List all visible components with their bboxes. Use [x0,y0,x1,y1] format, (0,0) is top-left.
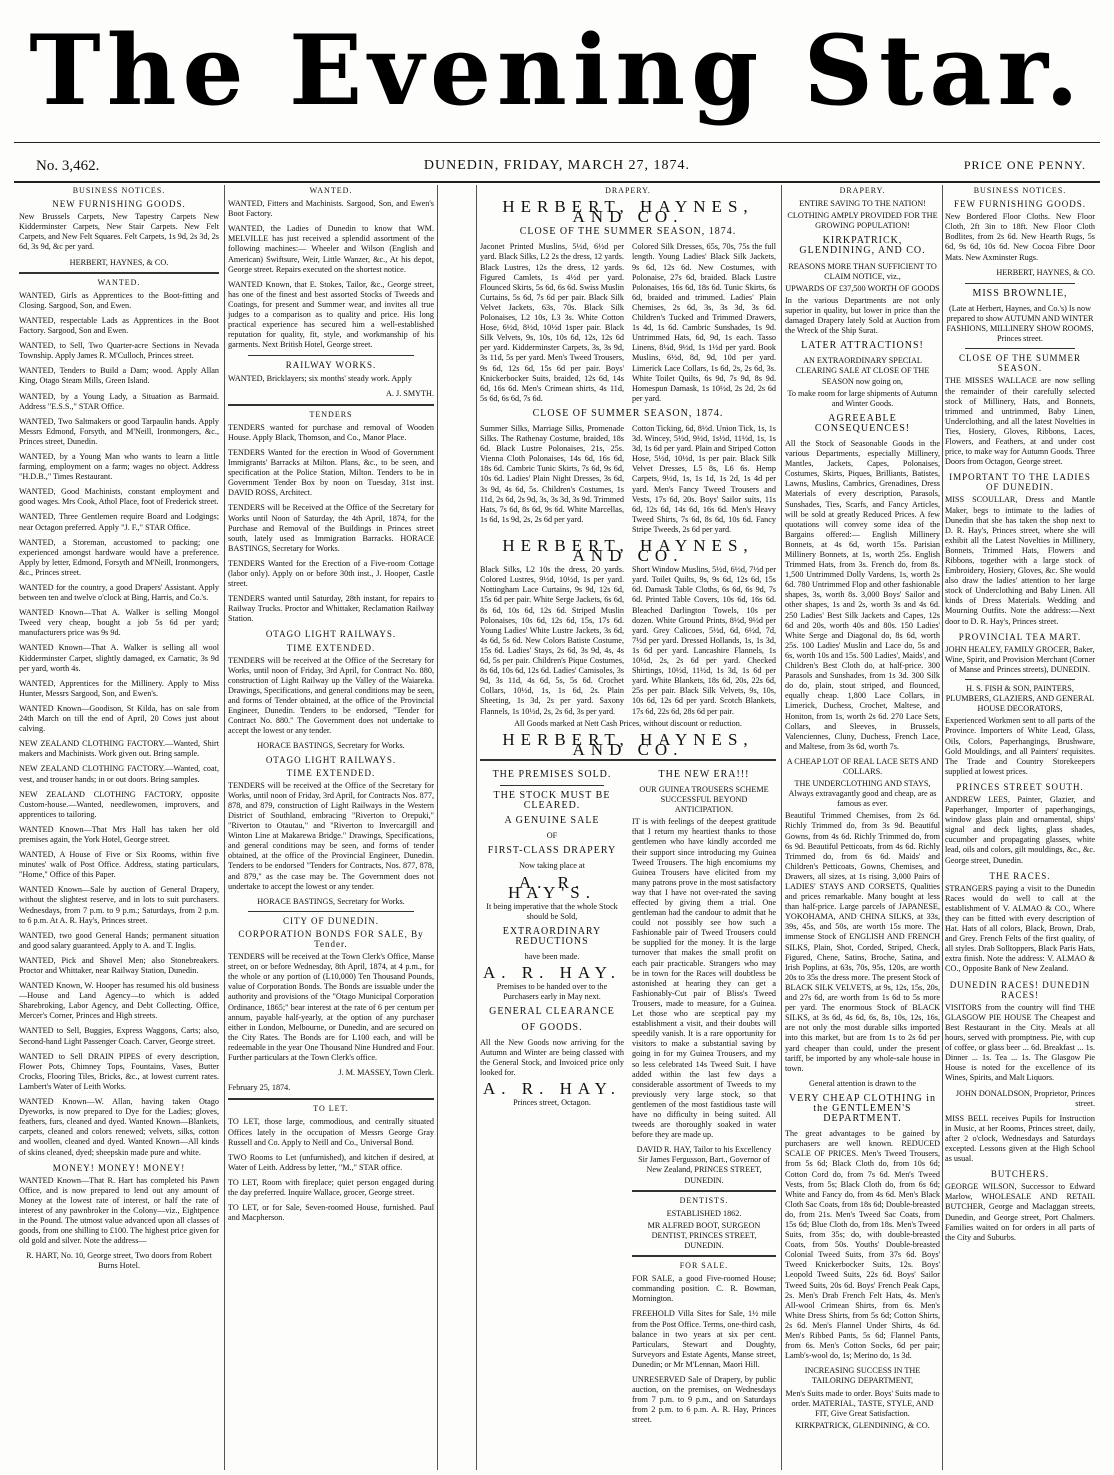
firm-name: HERBERT, HAYNES, AND CO. [502,729,754,759]
classified-ad: TWO Rooms to Let (unfurnished), and kitchen if desired, at Water of Leith. Address by letter, "M.," STAR office. [228,1152,434,1172]
column-drapery [480,185,776,1470]
dateline-rule [14,181,1100,183]
price-list-left: Jaconet Printed Muslins, 5½d, 6½d per yard. Black Silks, L2 2s the dress, 12 yards. Black Lustres, 12s the dress, 12 yards. Figured Camlets, 1s 4½d per yard. Flounced Skirts, 5s 6d, 6s 6d. Swiss Muslin Curtains, 5s 6d, 7s 6d per pair. Black Silk Velvet Jackets, 63s, 70s. Black Silk Polonaises, L2 10s, L3 3s. White Cotton Hose, 6½d, 8½d, 10½d 1sper pair. Black Silk Velvets, 9s, 10s, 10s 6d, 12s, 12s 6d per yard. Kidderminster Carpets, 3s, 3s 9d, 3s 11d, 5s per yard. Men's Tweed Trousers, 9s 6d, 12s 6d, 15s 6d per pair. Boys' Knickerbocker Suits, braided, 12s 6d, 14s 6d, 16s 6d. Men's Crimean shirts, 4s 11d, 5s 6d, 6s 6d, 7s 6d. [480,242,624,403]
section-header: WANTED. [309,186,353,195]
price-list [480,565,776,716]
classified-ad: WANTED, Pick and Shovel Men; also Stonebreakers. Proctor and Whittaker, near Railway Station, Dunedin. [19,955,219,975]
divider [248,911,414,912]
firm-name: A. R. HAY. [483,1079,621,1099]
classified-ad: NEW ZEALAND CLOTHING FACTORY.—Wanted, Shirt makers and Machinists. Work given out. Bring sample. [19,739,219,759]
ad-text: New Bordered Floor Cloths. New Floor Cloth, 2ft 3in to 18ft. New Floor Cloth Bodlites, from 2s 6d. New Hearth Rugs, 5s 6d, 9s 6d, 10s 6d. New Cocoa Fibre Door Mats. New Axminster Rugs. [945,212,1095,262]
column-business-notices-right [945,185,1095,1470]
ad-text: The great advantages to be gained by purchasers are well known. REDUCED SCALE OF PRICES. Men's Tweed Trousers, from 5s 6d; Black Cloth do, from 10s 6d; Cotton Cord do, from 7s 6d. Men's Tweed Vests, from 5s; Black Cloth do, from 6s 6d; White and Fancy do, from 4s 6d. Men's Black Cloth Sac Coats, from 18s 6d; Double-breasted do, from 21s. Men's Tweed Sac Coats, from 15s 6d; Blue Cloth do, from 18s. Men's Tweed Suits, from 35s; do, with double-breasted Coats, from 50s. Youths' Double-breasted Colonial Tweed Suits, from 37s 6d. Boys' Tweed Knickerbocker Suits, 12s. Boys' Leopold Tweed Suits, 22s 6d. Boys' Sailor Tweed Suits, 20s 6d. Boys' French Peak Caps, 2s. Men's Drab French Felt Hats, 4s. Men's All-wool Crimean Shirts, from 6s. Men's White Dress Shirts, from 5s 6d; Cotton Shirts, 2s 6d. Men's Flannel Under Shirts, 4s 6d. Men's Ribbed Pants, 5s 6d; Flannel Pants, from 6s. Men's Cotton Socks, 6d per pair; Lamb's-wool do, 1s; Merino do, 1s 3d. [785,1129,940,1361]
divider [480,759,776,761]
tender-notice: TENDERS Wanted for the erection in Wood of Government Immigrants' Barracks at Milton. Plans, &c., to be seen, and specification at the Police Station, Milton. Tenders to be in Government Tender Box by noon on Tuesday, 31st inst. DAVID ROSS, Architect. [228,447,434,498]
classified-ad: WANTED, by a Young Man who wants to learn a little farming, employment on a farm; wages no object. Address "H.D.B.," Times Restaurant. [19,451,219,482]
classified-ad: WANTED, Two Saltmakers or good Tarpaulin hands. Apply Messrs Edmond, Forsyth, and M'Neill, Ironmongers, &c., Princes street, Dunedin. [19,416,219,446]
classified-ad: WANTED, respectable Lads as Apprentices in the Boot Factory. Sargood, Son and Ewen. [19,315,219,336]
ad-signature: KIRKPATRICK, GLENDINING, & CO. [795,1420,930,1430]
ad-heading: AGREEABLE CONSEQUENCES! [814,412,911,434]
firm-name: KIRKPATRICK, GLENDINING, AND CO. [799,235,926,257]
ad-heading: THE RACES. [989,870,1051,881]
ad-heading: RAILWAY WORKS. [285,360,377,371]
price-list-left: Summer Silks, Marriage Silks, Promenade Silks. The Rathenay Costume, braided, 18s 6d. Black Lustre Polonaises, 21s, 25s. Vienna Cloth Polonaises, 14s 6d, 16s 6d, 18s 6d. Cambric Tunic Skirts, 7s 6d, 9s 6d, 10s 6d. Ladies' Plain Night Dresses, 3s 6d, 3s 9d, 4s 6d, 5s. Children's Costumes, 1s 11d, 2s 6d, 2s 9d, 3s, 3s 3d, 3s 9d. Trimmed Hats, 7s 6d, 8s 6d, 9s 6d. White Marcellas, 1s 6d, 1s 9d, 2s, 2s 6d per yard. [480,423,624,524]
divider [632,1190,776,1192]
sale-heading: CLOSE OF THE SUMMER SEASON, 1874. [519,226,737,238]
divider [632,1255,776,1257]
ad-heading: FEW FURNISHING GOODS. [953,199,1087,210]
column-divider [224,185,225,1470]
ad-subheading: INCREASING SUCCESS IN THE TAILORING DEPARTMENT, [804,1366,921,1386]
ad-text: STRANGERS paying a visit to the Dunedin Races would do well to call at the establishment of V. ALMAO & CO., Where they can be fitted with every description of Hat. Hats of all colors, Black, Brown, Drab, and Grey. French Felts of the first quality, of all styles. Drab Solltoppers, Black Paris Hats, extra finish. Note the address: V. ALMAO & CO., Opposite Bank of New Zealand. [945,883,1095,974]
price-list-right: Colored Silk Dresses, 65s, 70s, 75s the full length. Young Ladies' Black Silk Jackets, 9s 6d, 12s 6d. New Costumes, with Polonaise, 27s 6d, braided. Black Lustre Polonaises, 16s 6d, 18s 6d. Tunic Skirts, 6s 6d, braided and trimmed. Ladies' Plain Chemises, 2s 6d, 3s, 3s 3d, 3s 6d. Children's Tucked and Trimmed Drawers, 1s 4d, 1s 6d. Cambric Sunshades, 1s 9d. Untrimmed Hats, 6d, 9d, 1s each. Tasso Linens, 8¼d, 9½d, 1s 1½d per yard. Book Muslins, 6½d, 8d, 9d, 10d per yard. Limerick Lace Collars, 1s 6d, 2s, 2s 6d, 3s. White Toilet Quilts, 6s 9d, 7s 9d, 8s 9d. Homespun Damask, 1s 10½d, 2s 2d, 2s 6d per yard. [632,242,776,403]
divider [965,283,1075,284]
ad-text: MISS BELL receives Pupils for Instruction in Music, at her Rooms, Princes street, daily, after 2 o'clock, Wednesdays and Saturdays excepted. Lessons given at the High School as usual. [945,1113,1095,1164]
classified-ad: WANTED, to Sell, Two Quarter-acre Sections in Nevada Township. Apply James R. M'Culloch, Princes street. [19,341,219,361]
ad-heading: VERY CHEAP CLOTHING in the GENTLEMEN'S DEPARTMENT. [788,1092,937,1125]
classified-ad: WANTED, Tenders to Build a Dam; wood. Apply Allan King, Otago Steam Mills, Green Island. [19,366,219,386]
divider [965,348,1075,349]
ad-text: MISS SCOULLAR, Dress and Mantle Maker, begs to intimate to the ladies of Dunedin that she has taken the shop next to D. R. Hay's, Princes street, where she will exhibit all the Latest Novelties in Millinery, Bonnets, Trimmed Hats, Flowers and Ribbons, together with a large stock of Embroidery, Hosiery, Gloves, &c. She would also draw the ladies' attention to her large stock of Underclothing and Baby Linen. All kinds of Dress Materials. Wedding and Mourning Outfits. Note the address:—Next door to D. R. Hay's, Princes street. [945,495,1095,626]
ad-body: New Brussels Carpets, New Tapestry Carpets New Kidderminster Carpets, New Stair Carpets. New Felt Carpets, and New Felt Squares. Felt Carpets, 1s 9d, 2s 3d, 2s 6d, 3s 9d, &c per yard. [19,212,219,252]
tender-notice: TENDERS Wanted for the Erection of a Five-room Cottage (labor only). Apply on or before 30th inst., J. Hooper, Castle street. [228,558,434,589]
classified-ad: WANTED, Bricklayers; six months' steady work. Apply [228,373,412,383]
classified-ad: WANTED, Three Gentlemen require Board and Lodgings; near Octagon preferred. Apply "J. F.," STAR Office. [19,512,219,532]
ad-subheading: CORPORATION BONDS FOR SALE, By Tender. [238,928,424,949]
lower-drapery [480,765,776,1431]
classified-ad: TO LET, Room with fireplace; quiet person engaged during the day preferred. Inquire Wallace, grocer, George street. [228,1177,434,1197]
ad-date: February 25, 1874. [228,1083,291,1093]
ad-text: Men's Suits made to order. Boys' Suits made to order. MATERIAL, TASTE, STYLE, AND FIT, Give Great Satisfaction. [785,1388,940,1418]
ad-subheading: THE UNDERCLOTHING AND STAYS, Always extravagantly good and cheap, are as famous as ever. [788,779,937,809]
section-header: FOR SALE. [679,1261,729,1271]
ad-subheading: UPWARDS OF £37,500 WORTH OF GOODS [785,283,940,293]
ad-text: Now taking place at [519,861,585,871]
ad-heading: A GENUINE SALE [504,815,600,827]
ad-signature: HORACE BASTINGS, Secretary for Works. [257,741,405,751]
section-header: DRAPERY. [839,186,886,195]
ad-heading: BUTCHERS. [990,1169,1050,1180]
ad-subheading: ESTABLISHED 1862. [666,1208,742,1218]
divider [228,1098,434,1100]
tender-notice: TENDERS will be received at the Office of the Secretary for Works, until noon of Friday, 3rd April, for Contracts Nos. 877, 878, and 879, construction of Light Railways in the Western District of Southland, embracing "Riverton to Orepuki," "Riverton to Otautau," and "Riverton to Invercargill and Winton Line at Makarewa Bridge." Drawings, Specifications, and general conditions may be seen, and forms of tender obtained, at the office of the Provincial Engineer, Dunedin. Tenders to be endorsed "Tenders for Contracts, Nos. 877, 878, and 879," as the case may be. The Government does not undertake to accept the lowest or any tender. [228,780,434,891]
issue-date: DUNEDIN, FRIDAY, MARCH 27, 1874. [423,158,691,173]
tender-notice: TENDERS will be Received at the Office of the Secretary for Works until Noon of Saturday, the 4th April, 1874, for the Purchase and Removal of the Buildings in Princes street south, lately used as Immigration Barracks. HORACE BASTINGS, Secretary for Works. [228,503,434,553]
ad-subheading: A CHEAP LOT OF REAL LACE SETS AND COLLARS. [786,756,939,776]
ad-signature: HERBERT, HAYNES, & CO. [996,267,1095,277]
tender-notice: TENDERS wanted for purchase and removal of Wooden House. Apply Black, Thomson, and Co., Manor Place. [228,422,434,442]
ad-heading: PROVINCIAL TEA MART. [958,631,1082,642]
ad-text: GEORGE WILSON, Successor to Edward Marlow, WHOLESALE AND RETAIL BUTCHER, George and Maclaggan streets, Dunedin, and George street, Port Chalmers. Families waited on for orders in all parts of the City and Suburbs. [945,1182,1095,1242]
column-kirkpatrick [785,185,940,1470]
ad-heading: THE PREMISES SOLD. [492,768,612,780]
ad-heading: OF GOODS. [521,1021,583,1033]
classified-ad: WANTED Known—Goodison, St Kilda, has on sale from 24th March on till the end of April, 20 Cows just about calving. [19,703,219,734]
classified-ad: WANTED Known, W. Hooper has resumed his old business—House and Land Agency—to which is added Sharebroking, Labor Agency, and Debt Collecting. Office, Mercer's Corner, Princes and High streets. [19,981,219,1021]
section-header: TO LET. [313,1104,349,1114]
column-divider [781,185,782,1470]
section-header: WANTED. [97,277,141,287]
ad-subheading: OUR GUINEA TROUSERS SCHEME SUCCESSFUL BEYOND ANTICIPATION. [639,784,769,815]
section-header: BUSINESS NOTICES. [72,186,166,195]
ad-heading: OTAGO LIGHT RAILWAYS. [265,754,397,765]
price-list [480,424,776,535]
masthead-rule [14,142,1100,143]
firm-name: A. R. HAY'S. [507,872,597,902]
classified-ad: WANTED Known—W. Allan, having taken Otago Dyeworks, is now prepared to Dye for the Ladies; gloves, feathers, furs, cleaned and dyed. Wanted Known—Blankets, carpets, cleaned and colors renewed; velvets, silks, cotton and woollen, cleaned and dyed. Wanted Known—All kinds of skins cleaned, dyed; sheepskin made pure and white. [19,1097,219,1157]
ad-heading: THE STOCK MUST BE CLEARED. [493,789,611,812]
price-list-left: Black Silks, L2 10s the dress, 20 yards. Colored Lustres, 9½d, 10½d, 1s per yard. Nottingham Lace Curtains, 9s 9d, 12s 6d, 15s 6d per pair. White Serge Jackets, 6s 6d, 8s 6d, 10s 6d, 12s 6d. Striped Muslin Polonaises, 10s 6d, 12s 6d, 15s, 17s 6d. Young Ladies' White Lustre Jackets, 3s 6d, 4s 6d, 5s 6d. New Colors Batiste Costume, 15s 6d. Ladies' Stays, 2s 6d, 3s 9d, 4s, 4s 6d, 5s per pair. Children's Pique Costumes, 8s 6d, 10s 6d, 12s 6d. Ladies' Camisoles, 3s 9d, 3s 11d, 4s 6d, 5s, 5s 6d. Crochet Collars, 10½d, 1s, 1s 6d, 2s. Plain Sheeting, 1s 3d, 2s per yard. Saxony Flannels, 1s 10½d, 2s, 2s 6d, 3s per yard. [480,565,624,716]
section-header: DENTISTS. [679,1195,729,1205]
ad-text: Experienced Workmen sent to all parts of the Province. Importers of White Lead, Glass, Oils, Colors, Paperhangings, Brushware, Gold Mouldings, and all Painters' requisites. The Trade and Country Storekeepers supplied at lowest prices. [945,716,1095,776]
newspaper-title: The Evening Star. [29,14,1085,127]
classified-ad: UNRESERVED Sale of Drapery, by public auction, on the premises, on Wednesdays from 7 p.m. to 9 p.m., and on Saturdays from 2 p.m. to 6 p.m. A. R. Hay, Princes street. [632,1375,776,1425]
ad-signature: J. M. MASSEY, Town Clerk. [338,1068,434,1078]
ad-text: THE MISSES WALLACE are now selling the remainder of their carefully selected stock of Millinery, Hats, and Bonnets, trimmed and untrimmed, Baby Linen, Underclothing, and all the latest Novelties in Ties, Hosiery, Gloves, Ribbons, Laces, Flowers, and Feathers, at and under cost price, to make way for Autumn Goods. Three Doors from Octagon, George street. [945,376,1095,467]
column-wanted [228,185,434,1470]
ad-heading: OTAGO LIGHT RAILWAYS. [265,629,397,640]
column-divider [437,185,438,1470]
section-header: BUSINESS NOTICES. [973,186,1067,195]
ad-heading: NEW FURNISHING GOODS. [52,199,186,210]
ad-heading: CLOSE OF THE SUMMER SEASON. [958,353,1082,374]
dateline [14,146,1100,180]
classified-ad: WANTED, by a Young Lady, a Situation as Barmaid. Address "E.S.S.," STAR Office. [19,391,219,411]
classified-ad: NEW ZEALAND CLOTHING FACTORY.—Wanted, coat, vest, and trouser hands; in or out doors. Bring samples. [19,764,219,784]
ad-heading: LATER ATTRACTIONS! [801,340,924,352]
ad-signature: R. HART, No. 10, George street, Two doors from Robert Burns Hotel. [26,1251,212,1271]
ad-heading: THE NEW ERA!!! [658,768,750,780]
ad-signature: JOHN DONALDSON, Proprietor, Princes street. [955,1088,1095,1108]
firm-name: A. R. HAY. [483,963,621,983]
price-list-right: Short Window Muslins, 5½d, 6½d, 7½d per yard. Toilet Quilts, 9s, 9s 6d, 12s 6d, 15s 6d. Damask Table Cloths, 6s 6d, 6s 9d, 7s 6d. Printed Table Covers, 10s 6d, 16s 6d. Bleached Darlington Towels, 10s per dozen. White Ground Prints, 8½d, 9½d per yard. Grey Calicoes, 5½d, 6d, 6½d, 7d, 7½d per yard. Dressed Hollands, 1s, 1s 3d, 1s 6d per yard. Lancashire Flannels, 1s 10½d, 2s, 2s 6d per yard. Checked Shirtings, 10½d, 11½d, 1s 3d, 1s 6d per yard. White Blankets, 18s 6d, 20s, 22s 6d, 25s per pair. Black Silk Velvets, 9s, 10s, 10s 6d, 12s 6d per yard. Scotch Blankets, 17s 6d, 22s 6d, 28s 6d per pair. [632,565,776,716]
ad-text: It being imperative that the whole Stock should be Sold, [486,901,618,921]
ad-text: IT is with feelings of the deepest gratitude that I return my heartiest thanks to those gentlemen who have kindly accorded me their support since introducing my Guinea Tweed Trousers. The high encomiums my Guinea Trousers have elicited from my many patrons prove in the most satisfactory way that I have not over-rated the saving effected by giving them a trial. One gentleman had the candour to admit that he could not possibly see how such a Fashionable pair of Tweed Trousers could be supplied for the money. It is the large turnover that makes the small profit on each pair practicable. Strangers who may be in town for the Races will doubtless be astonished at hearing they can get a Fashionably-Cut pair of Bliss's Tweed Trousers, made to measure, for a Guinea. Let those who are sceptical pay my establishment a visit, and their doubts will speedily vanish. It is a rare opportunity for visitors to make a substantial saving by going in for my Guinea Trousers, and my so less celebrated 14s Tweed Suit. I have added within the last few days a considerable assortment of Tweeds to my previously very large stock, so that gentlemen of the most fastidious taste will have no difficulty in being suited. All tweeds are thoroughly soaked in water before they are made up. [632,817,776,1140]
ad-text: Princes street, Octagon. [513,1098,591,1108]
ad-text: JOHN HEALEY, FAMILY GROCER, Baker, Wine, Spirit, and Provision Merchant (Corner of Manse and Princes streets), DUNEDIN. [945,644,1095,674]
ad-text: In the various Departments are not only superior in quality, but lower in price than the damaged Drapery lately Sold at Auction from the Wreck of the Ship Surat. [785,295,940,336]
ad-text: Beautiful Trimmed Chemises, from 2s 6d. Richly Trimmed do, from 3s 9d. Beautiful Gowns, from 4s 6d. Richly Trimmed do, from 6s 9d. Beautiful Petticoats, from 4s 6d. Richly Trimmed do, from 6s 6d. Maids' and Children's Petticoats, Gowns, Chemises, and Drawers, all sizes, at 1s rising. 3,000 Pairs of LADIES' STAYS AND CORSETS, Qualities and prices remarkable. Many bought at less than half-price. Large parcels of JAPANESE, YOKOHAMA, AND CHINA SILKS, at 33s, 39s, 45s, and 50s, are worth 15s more. The immense Stock of ENGLISH AND FRENCH SILKS, Plain, Shot, Corded, Striped, Check, Figured, Chene, Satins, Broche, Satina, and Irish Poplins, at 63s, 70s, 95s, 120s, are worth 20s to 35s the dress more. The present Stock of BLACK SILK VELVETS, at 9s, 12s, 15s, 20s, and 27s 6d, are worth from 1s 6d to 5s more per yard. The enormous Stock of BLACK SILKS, at 3s 6d, 4s 6d, 6s, 8s, 10s, 12s, 16s, are not only the most durable silks imported into this market, but are from 1s to 2s 6d per yard cheaper than could, under the present tariff, be imported by any whole-sale house in town. [785,811,940,1073]
column-divider [942,185,943,1470]
column-narrow-gap [440,185,472,1470]
ad-heading: PRINCES STREET SOUTH. [956,781,1084,792]
price-list-right: Cotton Ticking, 6d, 8½d. Union Tick, 1s, 1s 3d. Wincey, 5½d, 9½d, 1s½d, 11½d, 1s, 1s 3d, 1s 6d per yard. Plain and Striped Cotton Hose, 5½d, 10½d, 1s per pair. Black Silk Velvet Dresses, L5 8s, L6 6s. Hemp Carpets, 9½d, 1s, 1s 1d, 1s 2d, 1s 4d per yard. Men's Fancy Tweed Trousers and Vests, 17s 6d, 20s. Boys' Sailor suits, 11s 6d, 12s 6d, 14s 6d, 16s 6d. Men's Heavy Tweed Shirts, 7s 6d, 8s 6d, 10s 6d. Fancy Stripe Tweeds, 2s 6d per yard. [632,423,776,534]
firm-name: HERBERT, HAYNES, AND CO. [502,197,754,227]
ad-text: VISITORS from the country will find THE GLASGOW PIE HOUSE The Cheapest and Best Restaurant in the City. Meals at all hours, served with promptness. Pie, with cup of coffee, or glass beer ... 6d. Breakfast ... 1s. Dinner ... 1s. Tea ... 1s. The Glasgow Pie House is noted for the excellence of its Wines, Spirits, and Malt Liquors. [945,1002,1095,1083]
ad-heading: FIRST-CLASS DRAPERY [487,845,617,857]
classified-ad: WANTED, Fitters and Machinists. Sargood, Son, and Ewen's Boot Factory. [228,199,434,219]
ad-text: Premises to be handed over to the Purchasers early in May next. [496,982,608,1002]
classified-ad: WANTED to Sell DRAIN PIPES of every description, Flower Pots, Chimney Tops, Fountains, Vases, Butter Crocks, Flooring Tiles, Bricks, &c., at lowest current rates. Lambert's Water of Leith Works. [19,1051,219,1091]
classified-ad: WANTED, a Storeman, accustomed to packing; one experienced amongst hardware would have a preference. Apply by letter, Edmond, Forsyth and M'Neill, Ironmongers, &c., Princes street. [19,537,219,577]
ad-signature: HORACE BASTINGS, Secretary for Works. [257,896,405,906]
section-header: TENDERS [309,409,353,419]
classified-ad: WANTED, the Ladies of Dunedin to know that WM. MELVILLE has just received a splendid assortment of the following machines:— Wheeler and Wilson (English and American) Swiftsure, Weir, Little Wanzer, &c., At his depot, George street. Repairs executed on the shortest notice. [228,224,434,274]
ad-heading: CLOTHING AMPLY PROVIDED FOR THE GROWING POPULATION! [787,211,938,231]
classified-ad: WANTED to Sell, Buggies, Express Waggons, Carts; also, Second-hand Light Passenger Coach. Carver, George street. [19,1026,219,1046]
tailor-ad [632,765,776,1431]
ad-signature: A. J. SMYTH. [386,388,434,398]
issue-number: No. 3,462. [36,158,100,174]
ad-text: OF [546,831,558,841]
ad-signature: DAVID R. HAY, Tailor to his Excellency Sir James Fergusson, Bart., Governor of New Zealand, PRINCES STREET, DUNEDIN. [636,1145,772,1185]
hay-sale-ad [480,765,624,1431]
tender-notice: TENDERS wanted until Saturday, 28th instant, for repairs to Railway Trucks. Proctor and Whittaker, Reclamation Railway Station. [228,594,434,624]
ad-heading: MONEY! MONEY! MONEY! [52,1162,186,1173]
section-header: DRAPERY. [605,186,651,195]
column-divider [476,185,477,1470]
divider [248,355,414,356]
column-business-notices [19,185,219,1470]
ad-text: All the New Goods now arriving for the Autumn and Winter are being classed with the General Stock, and Invoiced price only looked for. [480,1037,624,1077]
tender-notice: TENDERS will be received at the Town Clerk's Office, Manse street, on or before Wednesday, 8th April, 1874, at 4 p.m., for the whole or any portion of (L10,000) Ten Thousand Pounds, value of Corporation Bonds. The Bonds are issuable under the authority and provisions of the "Otago Municipal Corporation Ordinance, 1865;" bear interest at the rate of 6 per centum per annum, payable half-yearly, at the option of any purchaser either in London, Melbourne, or Dunedin, and are secured on the City Rates. The Bonds are for L100 each, and will be redeemable in the year One Thousand Nine Hundred and Four. Further particulars at the Town Clerk's office. [228,952,434,1063]
ad-heading: IMPORTANT TO THE LADIES OF DUNEDIN. [949,472,1091,493]
classified-ad: WANTED Known—Sale by auction of General Drapery, without the slightest reserve, and in lots to suit purchasers. Wednesdays, from 7 p.m. to 9 p.m.; Saturdays, from 2 p.m. to 6 p.m. At A. R. Hay's, Princes street. [19,885,219,925]
divider [19,272,219,274]
issue-price: PRICE ONE PENNY. [963,158,1086,172]
ad-heading: EXTRAORDINARY REDUCTIONS [502,925,602,947]
ad-text: General attention is drawn to the [808,1078,917,1088]
ad-subheading: TIME EXTENDED. [286,767,376,778]
classified-ad: WANTED Known—That R. Hart has completed his Pawn Office, and is now prepared to lend out any amount of Money at the lowest rate of interest, or half the rate of interest of any pawnbroker in the Colony—viz., Eightpence in the Pound. The utmost value advanced upon all classes of goods, from one shilling to £100. The highest price given for old gold and silver. Note the address— [19,1175,219,1246]
sale-heading: CLOSE OF SUMMER SEASON, 1874. [532,407,724,419]
ad-heading: CITY OF DUNEDIN. [283,915,379,926]
classified-ad: FOR SALE, a good Five-roomed House; commanding position. C. R. Bowman, Mornington. [632,1274,776,1304]
classified-ad: WANTED Known—That A. Walker is selling all wool Kidderminster Carpet, slightly damaged, ex Carnatic, 3s 9d per yard, worth 4s. [19,643,219,673]
ad-heading: ENTIRE SAVING TO THE NATION! [799,199,926,209]
ad-heading: GENERAL CLEARANCE [489,1006,615,1018]
classified-ad: TO LET, those large, commodious, and centrally situated Offices lately in the occupation of Messrs George Gray Russell and Co. Apply to Neill and Co., Universal Bond. [228,1117,434,1147]
divider [500,785,604,786]
ad-text: (Late at Herbert, Haynes, and Co.'s) Is now prepared to show AUTUMN AND WINTER FASHIONS, MILLINERY SHOW ROOMS, Princes street. [946,303,1094,344]
ad-heading: DUNEDIN RACES! DUNEDIN RACES! [949,979,1091,1000]
classified-ad: WANTED, A House of Five or Six Rooms, within five minutes' walk of Post Office. Address, stating particulars, "Home," Office of this Paper. [19,850,219,880]
ad-text: To make room for large shipments of Autumn and Winter Goods. [787,388,938,408]
classified-ad: WANTED Known, that E. Stokes, Tailor, &c., George street, has one of the finest and best assorted Stocks of Tweeds and Coatings, for present and Summer wear, and invites all true judges to a comparison as to quality and price. His long practical experience has secured him a well-established reputation for quality, fit, style, and workmanship of his garments. Next British Hotel, George street. [228,279,434,350]
classified-ad: NEW ZEALAND CLOTHING FACTORY, opposite Custom-house.—Wanted, needlewomen, improvers, and apprentices to tailoring. [19,789,219,819]
classified-ad: WANTED for the country, a good Drapers' Assistant. Apply between ten and twelve o'clock at Bing, Harris, and Co.'s. [19,583,219,603]
divider [965,679,1075,680]
classified-ad: WANTED, two good General Hands; permanent situation and good salary guaranteed. Apply to A. and T. Inglis. [19,930,219,950]
masthead [14,0,1100,142]
divider [228,404,434,406]
ad-subheading: AN EXTRAORDINARY SPECIAL CLEARING SALE AT CLOSE OF THE SEASON now going on, [795,356,930,386]
ad-subheading: TIME EXTENDED. [286,642,376,653]
price-note: All Goods marked at Nett Cash Prices, without discount or reduction. [514,718,742,728]
ad-text: have been made. [524,952,580,962]
classified-ad: WANTED Known—That Mrs Hall has taken her old premises again, the York Hotel, George street. [19,824,219,844]
ad-text: All the Stock of Seasonable Goods in the various Departments, especially Millinery, Mantles, Jackets, Capes, Polonaises, Costumes, Skirts, Piques, Brilliants, Batistes, Lawns, Muslins, Cambrics, Grenadines, Dress Materials of every description, Parasols, Sunshades, Ties, Scarfs, and Fancy Articles, will be sold at greatly Reduced Prices. A few quotations will convey some idea of the Bargains offered:— English Millinery Bonnets, at 4s 6d, worth 15s. Parisian Millinery Bonnets, at 1s, worth 25s. English Trimmed Hats, from 3s. French do, from 8s. 1,500 Untrimmed Dolly Vardens, 1s, worth 2s 6d. 780 Untrimmed Flop and other fashionable shapes, 3s, worth 8s. 3,000 Boys' Sailor and other shapes, 1s and 2s, worth 3s and 4s 6d. 250 Ladies' Best Silk Jackets and Capes, 12s 6d and 20s, worth 40s and 80s. 150 Ladies' White Serge and Diagonal do, 8s 6d, worth 25s. 100 Ladies' Muslin and Lace do, 5s and 6s, worth 10s and 15s. 500 Ladies', Maids', and Children's Best Cloth do, at half-price. 300 Parasols and Sunshades, from 1s 3d. 300 Silk do do, plain, stout striped, and flounced, equally cheap. 1,800 Lace Collars, in Limerick, Duchess, Crochet, Maltese, and Honiton, from 1s, worth 2s 6d. 270 Lace Sets, Collars, and Sleeves, in Brussels, Valenciennes, Cluny, Duchess, French Lace, and Maltese, from 3s 6d, worth 7s. [785,438,940,751]
classified-ad: FREEHOLD Villa Sites for Sale, 1½ mile from the Post Office. Terms, one-third cash, balance in two years at six per cent. Particulars, Stewart and Doughty, Surveyors and Estate Agents, Manse street, Dunedin; or Mr M'Lennan, Maori Hill. [632,1309,776,1369]
firm-name: MISS BROWNLIE, [972,287,1068,299]
price-list [480,242,776,404]
firm-name: HERBERT, HAYNES, AND CO. [502,536,754,566]
ad-text: MR ALFRED BOOT, SURGEON DENTIST, PRINCES STREET, DUNEDIN. [647,1220,761,1250]
classified-ad: TO LET, or for Sale, Seven-roomed House, furnished. Paul and Macpherson. [228,1203,434,1223]
tender-notice: TENDERS will be received at the Office of the Secretary for Works, until noon of Friday, 3rd April, for Contract No. 880, construction of Light Railway up the Valley of the Waiareka. Drawings, Specifications, and general conditions may be seen, and forms of Tender obtained, at the office of the Provincial Engineer, Dunedin. Tenders to be endorsed, "Tender for Contract No. 880." The Government does not undertake to accept the lowest or any tender. [228,655,434,736]
classified-ad: WANTED, Girls as Apprentices to the Boot-fitting and Closing. Sargood, Son, and Ewen. [19,290,219,310]
ad-heading: H. S. FISH & SON, PAINTERS, PLUMBERS, GLAZIERS, AND GENERAL HOUSE DECORATORS, [945,684,1095,714]
classified-ad: WANTED, Apprentices for the Millinery. Apply to Miss Hunter, Messrs Sargood, Son, and Ewen's. [19,678,219,698]
ad-text: ANDREW LEES, Painter, Glazier, and Paperhanger, Importer of paperhangings, window glass plain and ornamental, ships' signal and deck lights, glass shades, cucumber and propagating glasses, white lead, oils and colors, gilt mouldings, &c., &c. George street, Dunedin. [945,794,1095,865]
ad-subheading: REASONS MORE THAN SUFFICIENT TO CLAIM NOTICE, viz., [788,261,937,281]
ad-signature: HERBERT, HAYNES, & CO. [69,257,169,267]
classified-ad: WANTED Known—That A. Walker is selling Mongol Tweed very cheap, bought a job 5s 6d per yard; manufacturers price was 9s 9d. [19,608,219,638]
classified-ad: WANTED, Good Machinists, constant employment and good wages. Mrs Cook, Athol Place, foot of Frederick street. [19,487,219,507]
